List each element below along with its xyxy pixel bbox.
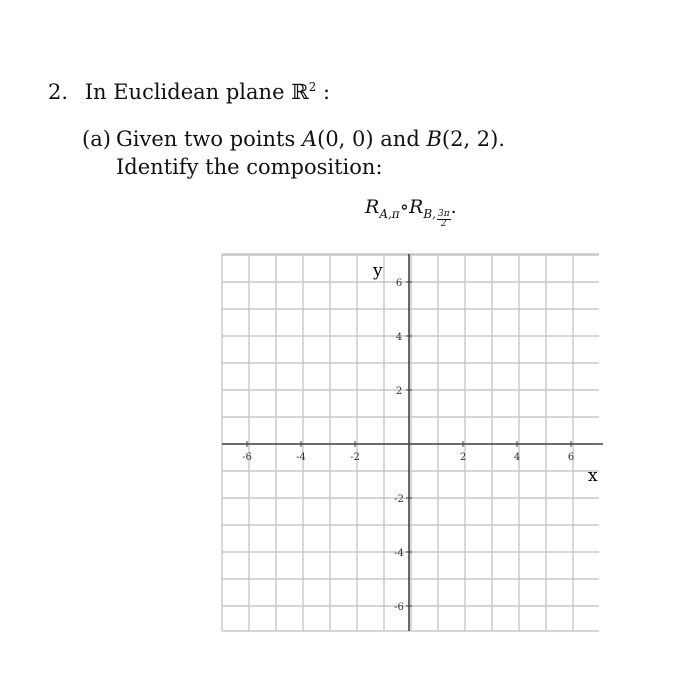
point-a-name: A (301, 127, 318, 151)
rotation-1-subscript: A,π (379, 206, 400, 221)
problem-colon: : (322, 80, 331, 104)
problem-number: 2. (48, 80, 69, 104)
given-text: Given two points (116, 127, 296, 151)
y-axis-label: y (373, 261, 383, 281)
x-tick-label: -2 (350, 452, 360, 463)
rotation-1: R (365, 196, 380, 218)
tick-labels (242, 278, 574, 613)
space-exponent: 2 (308, 80, 317, 94)
instruction-text: Identify the composition: (116, 155, 383, 179)
x-tick-label: 6 (567, 452, 575, 463)
compose-symbol: ∘ (399, 196, 410, 218)
y-tick-label: -6 (394, 602, 404, 613)
point-b-coords: (2, 2). (441, 127, 506, 151)
rotation-2: R (409, 196, 424, 218)
grid-lines (222, 254, 599, 631)
problem-text: In Euclidean plane (84, 80, 285, 104)
part-a-label: (a) (82, 127, 111, 151)
fraction-numerator: 3π (437, 208, 450, 219)
x-tick-label: -4 (296, 452, 306, 463)
point-a-coords: (0, 0) (317, 127, 374, 151)
y-tick-label: -4 (394, 548, 404, 559)
y-tick-label: 2 (395, 386, 403, 397)
y-tick-label: -2 (394, 494, 404, 505)
x-tick-label: 4 (513, 452, 521, 463)
formula-period: . (450, 196, 457, 218)
and-word: and (380, 127, 420, 151)
point-b-name: B (426, 127, 442, 151)
x-tick-label: -6 (242, 452, 252, 463)
x-tick-label: 2 (459, 452, 467, 463)
y-tick-label: 6 (395, 278, 403, 289)
fraction-denominator: 2 (440, 218, 447, 229)
x-axis-label: x (588, 466, 598, 486)
rotation-2-center: B, (423, 206, 436, 221)
space-symbol: ℝ (291, 80, 309, 104)
y-tick-label: 4 (395, 332, 403, 343)
